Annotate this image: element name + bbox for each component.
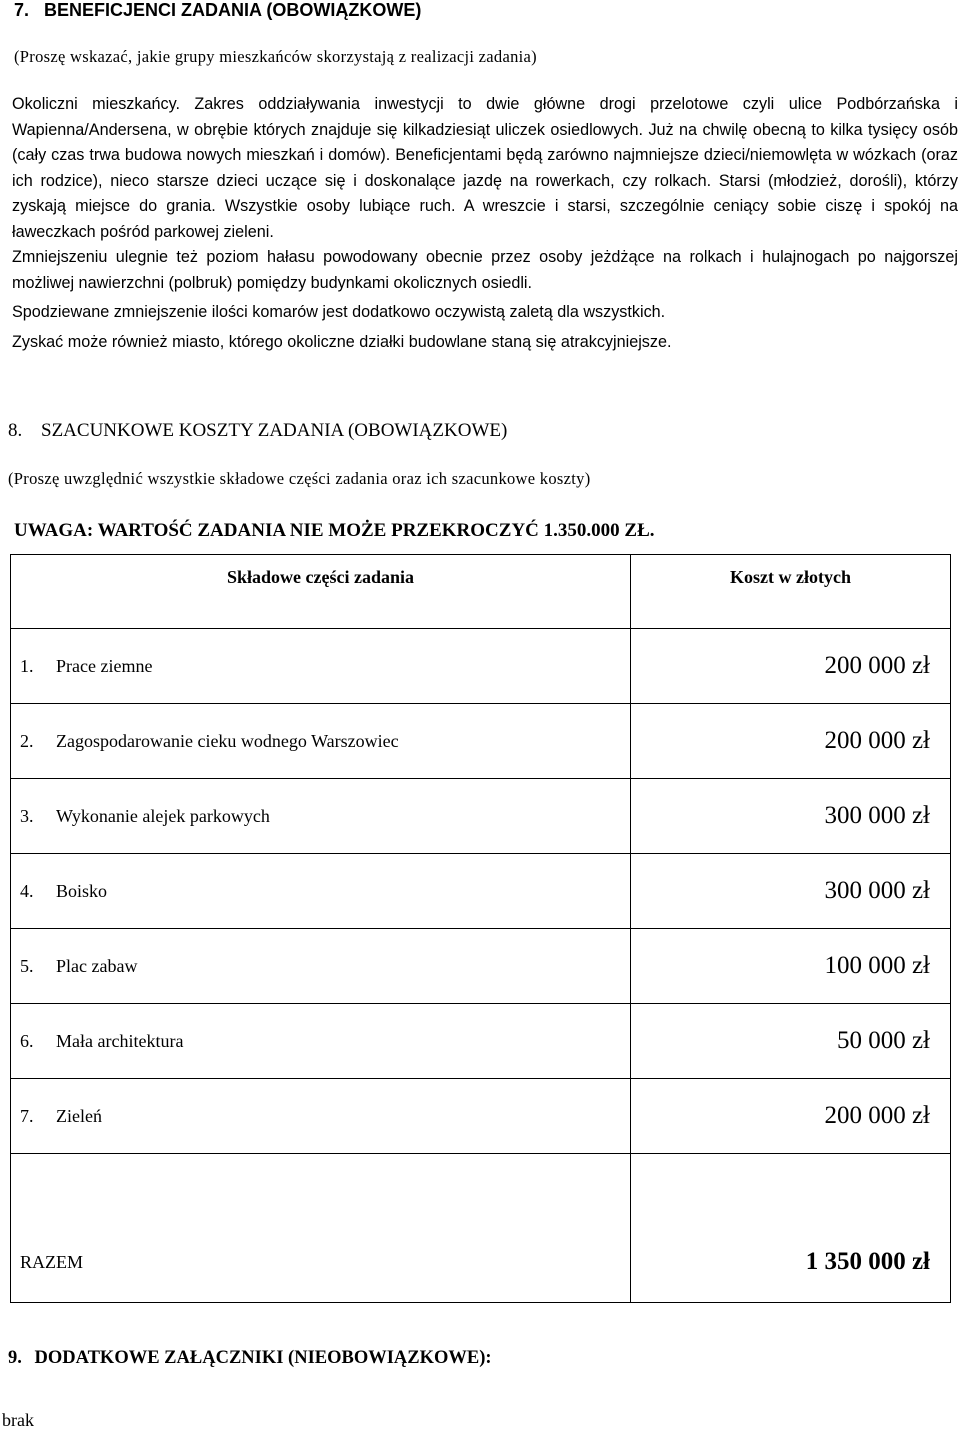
section-7-heading <box>14 0 421 21</box>
row-label: Zieleń <box>56 1105 102 1126</box>
row-amount: 50 000 zł <box>631 1004 951 1079</box>
row-number: 4. <box>20 880 34 901</box>
total-row <box>11 1222 951 1303</box>
paragraph-noise: Zmniejszeniu ulegnie też poziom hałasu powodowany obecnie przez osoby jeżdżące na rolkach i hulajnogach po najgorszej możliwej nawierzchni (polbruk) pomiędzy budynkami okolicznych osiedli. <box>12 248 958 292</box>
paragraph-city: Zyskać może również miasto, którego okoliczne działki budowlane staną się atrakcyjniejsze. <box>12 332 672 351</box>
section-9-number: 9. <box>8 1348 22 1368</box>
row-number: 3. <box>20 805 34 826</box>
section-7-number: 7. <box>14 0 30 20</box>
table-header-row <box>11 555 951 601</box>
row-amount: 300 000 zł <box>631 854 951 929</box>
attachments-value: brak <box>2 1410 34 1430</box>
row-label: Plac zabaw <box>56 955 138 976</box>
paragraph-mosquitoes: Spodziewane zmniejszenie ilości komarów jest dodatkowo oczywistą zaletą dla wszystkich. <box>12 303 666 321</box>
row-number: 2. <box>20 730 34 751</box>
row-amount: 200 000 zł <box>631 1079 951 1154</box>
cost-limit-warning: UWAGA: WARTOŚĆ ZADANIA NIE MOŻE PRZEKROCZYĆ 1.350.000 ZŁ. <box>14 520 655 541</box>
total-label: RAZEM <box>11 1222 631 1303</box>
row-label: Boisko <box>56 880 108 901</box>
row-label: Prace ziemne <box>56 655 153 676</box>
row-label: Wykonanie alejek parkowych <box>56 805 270 826</box>
table-row <box>11 779 951 854</box>
section-9-title: DODATKOWE ZAŁĄCZNIKI (NIEOBOWIĄZKOWE): <box>34 1348 492 1368</box>
row-amount: 300 000 zł <box>631 779 951 854</box>
row-amount: 200 000 zł <box>631 704 951 779</box>
section-7-body <box>12 92 958 355</box>
empty-row <box>11 1154 951 1223</box>
table-row <box>11 1079 951 1154</box>
table-row <box>11 704 951 779</box>
row-number: 7. <box>20 1105 34 1126</box>
col-header-cost: Koszt w złotych <box>631 555 951 601</box>
row-label: Zagospodarowanie cieku wodnego Warszowiec <box>56 730 399 751</box>
row-label: Mała architektura <box>56 1030 184 1051</box>
row-number: 1. <box>20 655 34 676</box>
row-amount: 200 000 zł <box>631 629 951 704</box>
table-row <box>11 1004 951 1079</box>
table-row <box>11 854 951 929</box>
table-row <box>11 929 951 1004</box>
section-8-hint: (Proszę uwzględnić wszystkie składowe części zadania oraz ich szacunkowe koszty) <box>8 469 591 488</box>
total-amount: 1 350 000 zł <box>631 1222 951 1303</box>
table-row <box>11 629 951 704</box>
row-number: 6. <box>20 1030 34 1051</box>
section-8-heading <box>8 420 507 442</box>
section-8-title: SZACUNKOWE KOSZTY ZADANIA (OBOWIĄZKOWE) <box>41 420 508 441</box>
col-header-components: Składowe części zadania <box>11 555 631 601</box>
paragraph-beneficiaries: Okoliczni mieszkańcy. Zakres oddziaływania inwestycji to dwie główne drogi przelotowe czyli ulice Podbórzańska i Wapienna/Andersena, w obrębie których znajduje się kilkadziesiąt uliczek osiedlowych. Już na chwilę obecną to kilka tysięcy osób (cały czas trwa budowa nowych mieszkań i domów). Beneficjentami będą zarówno najmniejsze dzieci/niemowlęta w wózkach (oraz ich rodzice), nieco starsze dzieci uczące się i doskonalące jazdę na rowerkach, czy rolkach. Starsi (młodzież, dorośli), którzy zyskają miejsce do grania. Wszystkie osoby lubiące ruch. A wreszcie i starsi, szczególnie ceniący sobie ciszę i spokój na ławeczkach pośród parkowej zieleni. <box>12 95 958 241</box>
section-8-number: 8. <box>8 420 23 441</box>
row-amount: 100 000 zł <box>631 929 951 1004</box>
section-7-hint: (Proszę wskazać, jakie grupy mieszkańców skorzystają z realizacji zadania) <box>14 47 537 66</box>
row-number: 5. <box>20 955 34 976</box>
cost-table <box>10 554 951 1303</box>
section-9-heading <box>8 1348 492 1369</box>
section-7-title: BENEFICJENCI ZADANIA (OBOWIĄZKOWE) <box>44 0 422 20</box>
